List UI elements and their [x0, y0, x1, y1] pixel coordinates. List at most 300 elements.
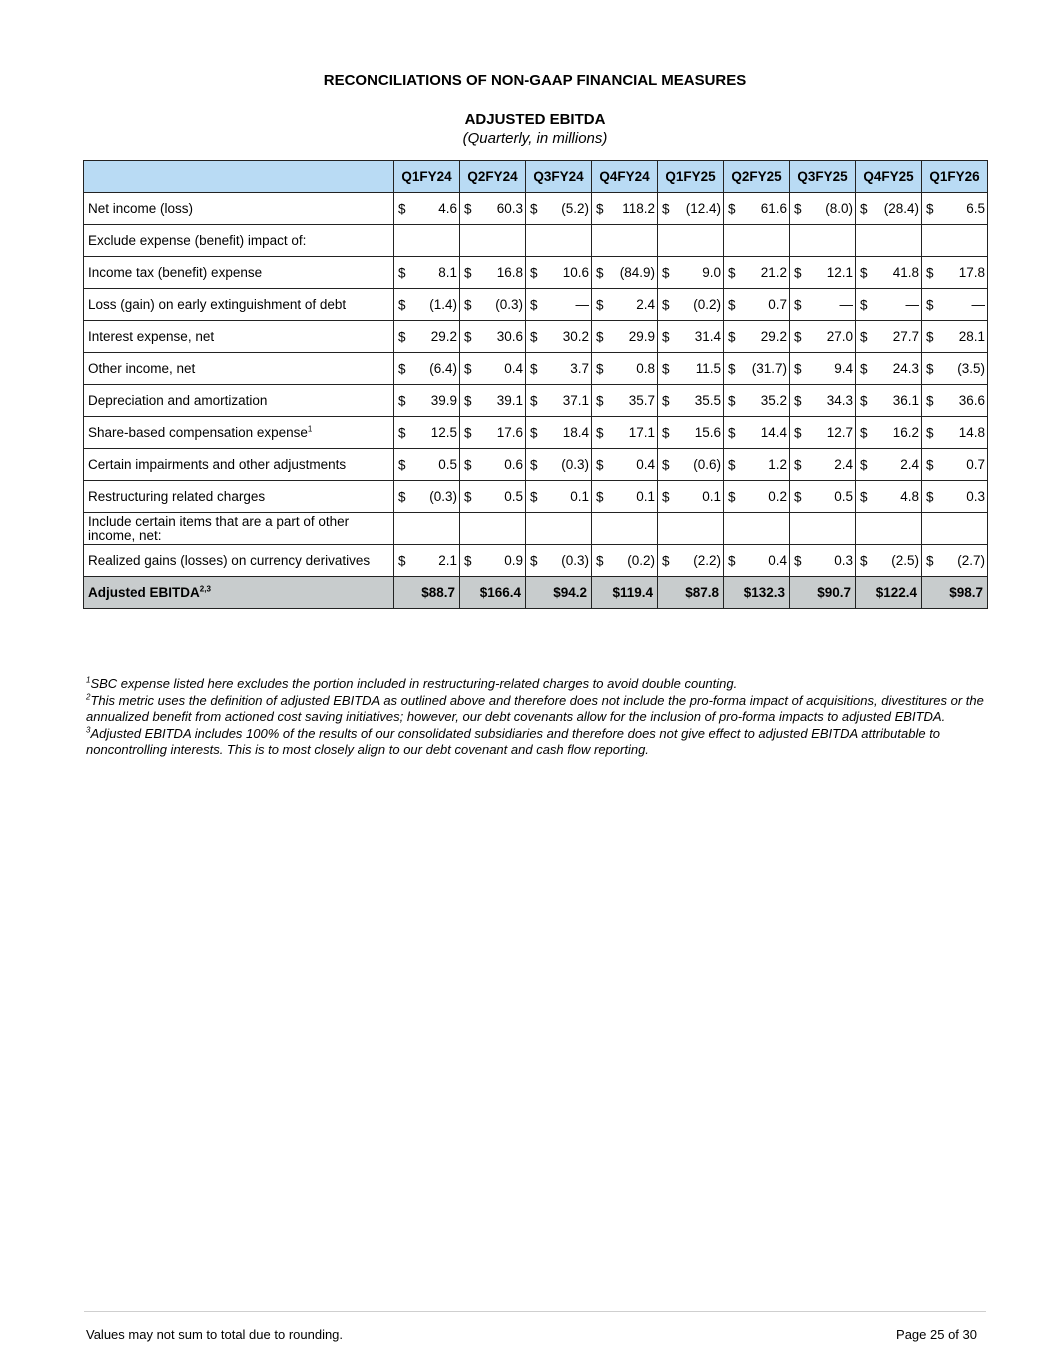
currency-symbol: $: [662, 393, 670, 408]
total-value: $166.4: [460, 577, 526, 609]
cell-value: 29.9: [628, 329, 655, 344]
value-cell: [790, 417, 856, 449]
currency-symbol: $: [662, 553, 670, 568]
row-label-text: Depreciation and amortization: [88, 392, 268, 408]
value-cell: [658, 481, 724, 513]
total-value: $88.7: [394, 577, 460, 609]
cell-value: 18.4: [562, 425, 589, 440]
table-row: [84, 353, 988, 385]
value-cell: [724, 225, 790, 257]
currency-symbol: $: [860, 553, 868, 568]
cell-value: 17.8: [958, 265, 985, 280]
column-header: Q2FY24: [460, 161, 526, 193]
cell-value: (0.3): [429, 489, 457, 504]
cell-value: 0.6: [504, 457, 523, 472]
footnotes: [86, 676, 986, 759]
cell-value: 35.7: [628, 393, 655, 408]
value-cell: [856, 417, 922, 449]
cell-value: 2.4: [900, 457, 919, 472]
cell-value: 0.2: [768, 489, 787, 504]
value-cell: [724, 513, 790, 545]
value-cell: [460, 449, 526, 481]
cell-value: (8.0): [825, 201, 853, 216]
cell-value: 10.6: [562, 265, 589, 280]
value-cell: [592, 225, 658, 257]
currency-symbol: $: [464, 393, 472, 408]
value-cell: [790, 481, 856, 513]
currency-symbol: $: [860, 393, 868, 408]
column-header: Q1FY24: [394, 161, 460, 193]
value-cell: [658, 449, 724, 481]
cell-value: 2.1: [438, 553, 457, 568]
table-row: [84, 225, 988, 257]
currency-symbol: $: [926, 201, 934, 216]
value-cell: [460, 417, 526, 449]
currency-symbol: $: [794, 265, 802, 280]
cell-value: 14.4: [760, 425, 787, 440]
value-cell: [790, 385, 856, 417]
currency-symbol: $: [662, 489, 670, 504]
value-cell: [460, 385, 526, 417]
value-cell: [724, 385, 790, 417]
value-cell: [922, 321, 988, 353]
row-label: [84, 321, 394, 353]
cell-value: 0.5: [834, 489, 853, 504]
cell-value: 37.1: [562, 393, 589, 408]
column-header: Q1FY26: [922, 161, 988, 193]
currency-symbol: $: [398, 361, 406, 376]
cell-value: (5.2): [561, 201, 589, 216]
table-row: [84, 193, 988, 225]
currency-symbol: $: [794, 489, 802, 504]
value-cell: [394, 193, 460, 225]
currency-symbol: $: [530, 425, 538, 440]
value-cell: [460, 545, 526, 577]
value-cell: [526, 513, 592, 545]
value-cell: [526, 545, 592, 577]
cell-value: (2.5): [891, 553, 919, 568]
currency-symbol: $: [662, 201, 670, 216]
value-cell: [856, 321, 922, 353]
value-cell: [460, 257, 526, 289]
value-cell: [526, 481, 592, 513]
cell-value: 12.1: [826, 265, 853, 280]
table-row: [84, 385, 988, 417]
value-cell: [856, 481, 922, 513]
cell-value: (0.6): [693, 457, 721, 472]
currency-symbol: $: [596, 265, 604, 280]
currency-symbol: $: [794, 553, 802, 568]
currency-symbol: $: [596, 361, 604, 376]
cell-value: 15.6: [694, 425, 721, 440]
row-label-text: Certain impairments and other adjustments: [88, 456, 347, 472]
currency-symbol: $: [398, 329, 406, 344]
currency-symbol: $: [926, 393, 934, 408]
value-cell: [790, 449, 856, 481]
table-row: [84, 257, 988, 289]
value-cell: [394, 289, 460, 321]
column-header: Q4FY24: [592, 161, 658, 193]
row-label: [84, 225, 394, 257]
value-cell: [856, 257, 922, 289]
row-label: [84, 417, 394, 449]
value-cell: [922, 289, 988, 321]
total-value: $87.8: [658, 577, 724, 609]
currency-symbol: $: [530, 457, 538, 472]
value-cell: [724, 257, 790, 289]
value-cell: [526, 257, 592, 289]
value-cell: [724, 193, 790, 225]
cell-value: 4.6: [438, 201, 457, 216]
value-cell: [526, 289, 592, 321]
value-cell: [592, 545, 658, 577]
row-label-text: Net income (loss): [88, 200, 194, 216]
cell-value: 118.2: [622, 201, 655, 216]
value-cell: [592, 193, 658, 225]
footnote-number: 2: [86, 692, 91, 702]
currency-symbol: $: [662, 361, 670, 376]
value-cell: [526, 385, 592, 417]
currency-symbol: $: [926, 489, 934, 504]
currency-symbol: $: [860, 361, 868, 376]
currency-symbol: $: [728, 265, 736, 280]
value-cell: [724, 545, 790, 577]
value-cell: [658, 545, 724, 577]
value-cell: [592, 257, 658, 289]
cell-value: —: [905, 297, 919, 312]
value-cell: [724, 289, 790, 321]
footnote-number: 3: [86, 725, 91, 735]
cell-value: 36.6: [958, 393, 985, 408]
table-subtitle: (Quarterly, in millions): [462, 130, 608, 147]
cell-value: 14.8: [958, 425, 985, 440]
cell-value: 0.4: [636, 457, 655, 472]
value-cell: [724, 321, 790, 353]
row-label: [84, 193, 394, 225]
cell-value: 24.3: [892, 361, 919, 376]
value-cell: [658, 513, 724, 545]
currency-symbol: $: [926, 265, 934, 280]
cell-value: 39.9: [430, 393, 457, 408]
row-label-text: Restructuring related charges: [88, 488, 266, 504]
row-label: [84, 385, 394, 417]
value-cell: [856, 353, 922, 385]
cell-value: 35.2: [760, 393, 787, 408]
cell-value: (1.4): [429, 297, 457, 312]
column-header: Q2FY25: [724, 161, 790, 193]
currency-symbol: $: [926, 425, 934, 440]
value-cell: [460, 481, 526, 513]
value-cell: [394, 353, 460, 385]
cell-value: 60.3: [496, 201, 523, 216]
currency-symbol: $: [662, 329, 670, 344]
currency-symbol: $: [860, 425, 868, 440]
table-header-row: [84, 161, 988, 193]
currency-symbol: $: [398, 265, 406, 280]
value-cell: [724, 449, 790, 481]
cell-value: (84.9): [619, 265, 655, 280]
cell-value: (0.3): [495, 297, 523, 312]
value-cell: [526, 321, 592, 353]
currency-symbol: $: [728, 329, 736, 344]
footnote: [86, 693, 986, 726]
cell-value: 29.2: [430, 329, 457, 344]
currency-symbol: $: [530, 329, 538, 344]
currency-symbol: $: [530, 297, 538, 312]
currency-symbol: $: [596, 329, 604, 344]
currency-symbol: $: [926, 457, 934, 472]
value-cell: [790, 353, 856, 385]
cell-value: 0.8: [636, 361, 655, 376]
header-label-cell: [84, 161, 394, 193]
value-cell: [394, 449, 460, 481]
currency-symbol: $: [860, 297, 868, 312]
currency-symbol: $: [596, 297, 604, 312]
row-label: [84, 513, 394, 545]
currency-symbol: $: [530, 489, 538, 504]
total-value: $132.3: [724, 577, 790, 609]
footer-note: Values may not sum to total due to rounding.: [86, 1327, 344, 1342]
cell-value: 0.7: [768, 297, 787, 312]
cell-value: 61.6: [760, 201, 787, 216]
cell-value: 12.7: [826, 425, 853, 440]
value-cell: [856, 545, 922, 577]
cell-value: 6.5: [966, 201, 985, 216]
cell-value: 3.7: [570, 361, 589, 376]
cell-value: 41.8: [892, 265, 919, 280]
value-cell: [922, 417, 988, 449]
currency-symbol: $: [662, 425, 670, 440]
table-row: [84, 481, 988, 513]
currency-symbol: $: [464, 297, 472, 312]
value-cell: [790, 545, 856, 577]
cell-value: 31.4: [694, 329, 721, 344]
row-label: [84, 289, 394, 321]
currency-symbol: $: [398, 425, 406, 440]
value-cell: [592, 417, 658, 449]
total-value: $98.7: [922, 577, 988, 609]
cell-value: 2.4: [636, 297, 655, 312]
value-cell: [592, 449, 658, 481]
currency-symbol: $: [464, 425, 472, 440]
value-cell: [658, 225, 724, 257]
value-cell: [460, 225, 526, 257]
currency-symbol: $: [728, 361, 736, 376]
cell-value: (3.5): [957, 361, 985, 376]
cell-value: 8.1: [438, 265, 457, 280]
table-row: [84, 417, 988, 449]
currency-symbol: $: [794, 457, 802, 472]
value-cell: [526, 449, 592, 481]
adjusted-ebitda-table: [83, 160, 988, 609]
cell-value: 0.4: [504, 361, 523, 376]
row-label-text: Income tax (benefit) expense: [88, 264, 263, 280]
value-cell: [922, 193, 988, 225]
cell-value: 27.7: [892, 329, 919, 344]
total-value: $122.4: [856, 577, 922, 609]
value-cell: [460, 321, 526, 353]
currency-symbol: $: [728, 425, 736, 440]
cell-value: 16.8: [496, 265, 523, 280]
currency-symbol: $: [398, 297, 406, 312]
currency-symbol: $: [662, 265, 670, 280]
row-label-text: Interest expense, net: [88, 328, 215, 344]
value-cell: [460, 513, 526, 545]
value-cell: [526, 353, 592, 385]
table-row: [84, 321, 988, 353]
cell-value: 11.5: [695, 361, 721, 376]
value-cell: [658, 353, 724, 385]
cell-value: 30.2: [562, 329, 589, 344]
cell-value: 36.1: [892, 393, 919, 408]
currency-symbol: $: [728, 393, 736, 408]
value-cell: [460, 353, 526, 385]
total-value: $119.4: [592, 577, 658, 609]
value-cell: [394, 385, 460, 417]
currency-symbol: $: [398, 201, 406, 216]
value-cell: [526, 417, 592, 449]
cell-value: 0.1: [636, 489, 655, 504]
table-row: [84, 545, 988, 577]
cell-value: (0.2): [627, 553, 655, 568]
value-cell: [922, 545, 988, 577]
cell-value: (6.4): [429, 361, 457, 376]
page-number: Page 25 of 30: [896, 1327, 977, 1342]
value-cell: [856, 225, 922, 257]
value-cell: [658, 193, 724, 225]
value-cell: [790, 289, 856, 321]
cell-value: (0.3): [561, 553, 589, 568]
cell-value: (2.2): [693, 553, 721, 568]
cell-value: 0.4: [768, 553, 787, 568]
cell-value: 0.1: [570, 489, 589, 504]
currency-symbol: $: [728, 297, 736, 312]
cell-value: 30.6: [496, 329, 523, 344]
cell-value: —: [971, 297, 985, 312]
value-cell: [526, 225, 592, 257]
currency-symbol: $: [464, 553, 472, 568]
cell-value: (0.2): [693, 297, 721, 312]
value-cell: [592, 289, 658, 321]
currency-symbol: $: [464, 201, 472, 216]
row-label-text: Realized gains (losses) on currency derivatives: [88, 552, 371, 568]
cell-value: (12.4): [685, 201, 721, 216]
currency-symbol: $: [464, 457, 472, 472]
currency-symbol: $: [860, 457, 868, 472]
currency-symbol: $: [530, 361, 538, 376]
row-label-text: Other income, net: [88, 360, 196, 376]
currency-symbol: $: [728, 201, 736, 216]
cell-value: 0.1: [702, 489, 721, 504]
footnote-text: SBC expense listed here excludes the portion included in restructuring-related charges to avoid double counting.: [90, 676, 738, 691]
value-cell: [922, 225, 988, 257]
value-cell: [460, 193, 526, 225]
currency-symbol: $: [662, 457, 670, 472]
currency-symbol: $: [860, 329, 868, 344]
row-label-text: Loss (gain) on early extinguishment of debt: [88, 296, 347, 312]
row-label: [84, 257, 394, 289]
cell-value: 29.2: [760, 329, 787, 344]
footnote-marker: 2,3: [199, 584, 211, 593]
cell-value: 2.4: [834, 457, 853, 472]
value-cell: [790, 513, 856, 545]
row-label: [84, 353, 394, 385]
total-label: [84, 577, 394, 609]
value-cell: [592, 481, 658, 513]
value-cell: [394, 513, 460, 545]
value-cell: [724, 353, 790, 385]
value-cell: [394, 417, 460, 449]
row-label: [84, 481, 394, 513]
table-body: [84, 193, 988, 609]
currency-symbol: $: [596, 425, 604, 440]
value-cell: [922, 481, 988, 513]
value-cell: [922, 353, 988, 385]
footer-divider: [84, 1311, 986, 1312]
value-cell: [856, 513, 922, 545]
cell-value: 12.5: [430, 425, 457, 440]
currency-symbol: $: [464, 329, 472, 344]
value-cell: [658, 321, 724, 353]
cell-value: (31.7): [751, 361, 787, 376]
currency-symbol: $: [728, 489, 736, 504]
cell-value: 0.7: [966, 457, 985, 472]
currency-symbol: $: [398, 457, 406, 472]
value-cell: [856, 193, 922, 225]
cell-value: 0.5: [438, 457, 457, 472]
currency-symbol: $: [926, 553, 934, 568]
value-cell: [790, 225, 856, 257]
currency-symbol: $: [926, 329, 934, 344]
value-cell: [592, 353, 658, 385]
value-cell: [592, 513, 658, 545]
total-label-text: Adjusted EBITDA: [88, 584, 200, 600]
value-cell: [394, 321, 460, 353]
value-cell: [592, 321, 658, 353]
currency-symbol: $: [662, 297, 670, 312]
cell-value: —: [839, 297, 853, 312]
cell-value: 0.5: [504, 489, 523, 504]
currency-symbol: $: [860, 201, 868, 216]
row-label-text: Include certain items that are a part of other income, net:: [88, 513, 350, 543]
footnote: [86, 726, 986, 759]
cell-value: 0.3: [834, 553, 853, 568]
currency-symbol: $: [530, 201, 538, 216]
row-label-text: Exclude expense (benefit) impact of:: [88, 232, 307, 248]
currency-symbol: $: [794, 393, 802, 408]
cell-value: 35.5: [694, 393, 721, 408]
table-row: [84, 289, 988, 321]
column-header: Q4FY25: [856, 161, 922, 193]
row-label: [84, 545, 394, 577]
currency-symbol: $: [596, 489, 604, 504]
value-cell: [922, 385, 988, 417]
currency-symbol: $: [530, 265, 538, 280]
table-title: ADJUSTED EBITDA: [464, 111, 606, 128]
currency-symbol: $: [794, 425, 802, 440]
column-header: Q1FY25: [658, 161, 724, 193]
value-cell: [658, 385, 724, 417]
currency-symbol: $: [530, 553, 538, 568]
currency-symbol: $: [398, 393, 406, 408]
total-value: $90.7: [790, 577, 856, 609]
value-cell: [856, 385, 922, 417]
cell-value: 39.1: [496, 393, 523, 408]
currency-symbol: $: [596, 457, 604, 472]
cell-value: 0.9: [504, 553, 523, 568]
column-header: Q3FY25: [790, 161, 856, 193]
currency-symbol: $: [398, 489, 406, 504]
